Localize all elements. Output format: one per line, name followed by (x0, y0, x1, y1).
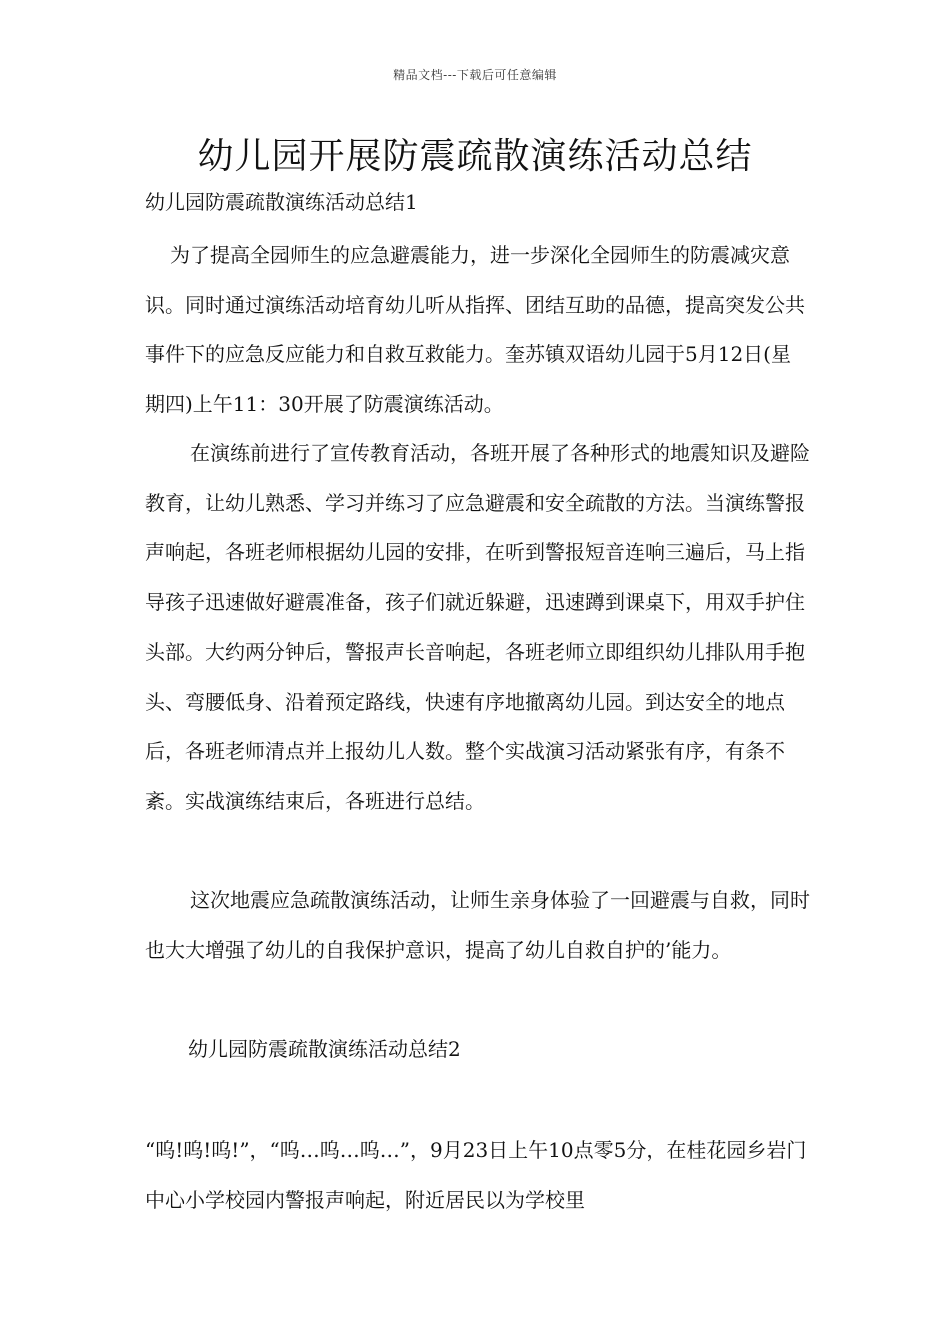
document-title: 幼儿园开展防震疏散演练活动总结 (197, 136, 753, 177)
section-heading-2: 幼儿园防震疏散演练活动总结2 (188, 1037, 461, 1061)
header-note: 精品文档---下载后可任意编辑 (393, 68, 557, 82)
paragraph-2: 在演练前进行了宣传教育活动，各班开展了各种形式的地震知识及避险教育，让幼儿熟悉、学习并练习了应急避震和安全疏散的方法。当演练警报声响起，各班老师根据幼儿园的安排，在听到警报短音连响三遍后，马上指导孩子迅速做好避震准备，孩子们就近躲避，迅速蹲到课桌下，用双手护住头部。大约两分钟后，警报声长音响起，各班老师立即组织幼儿排队用手抱头、弯腰低身、沿着预定路线，快速有序地撤离幼儿园。到达安全的地点后，各班老师清点并上报幼儿人数。整个实战演习活动紧张有序，有条不紊。实战演练结束后，各班进行总结。 (145, 441, 810, 813)
section-heading-1: 幼儿园防震疏散演练活动总结1 (145, 190, 418, 214)
paragraph-4: “呜!呜!呜!”，“呜…呜…呜…”，9月23日上午10点零5分，在桂花园乡岩门中心小学校园内警报声响起，附近居民以为学校里 (145, 1138, 807, 1212)
paragraph-3: 这次地震应急疏散演练活动，让师生亲身体验了一回避震与自救，同时也大大增强了幼儿的自我保护意识，提高了幼儿自救自护的’能力。 (145, 888, 810, 962)
paragraph-1: 为了提高全园师生的应急避震能力，进一步深化全园师生的防震减灾意识。同时通过演练活动培育幼儿听从指挥、团结互助的品德，提高突发公共事件下的应急反应能力和自救互救能力。奎苏镇双语幼儿园于5月12日(星期四)上午11：30开展了防震演练活动。 (145, 243, 805, 417)
